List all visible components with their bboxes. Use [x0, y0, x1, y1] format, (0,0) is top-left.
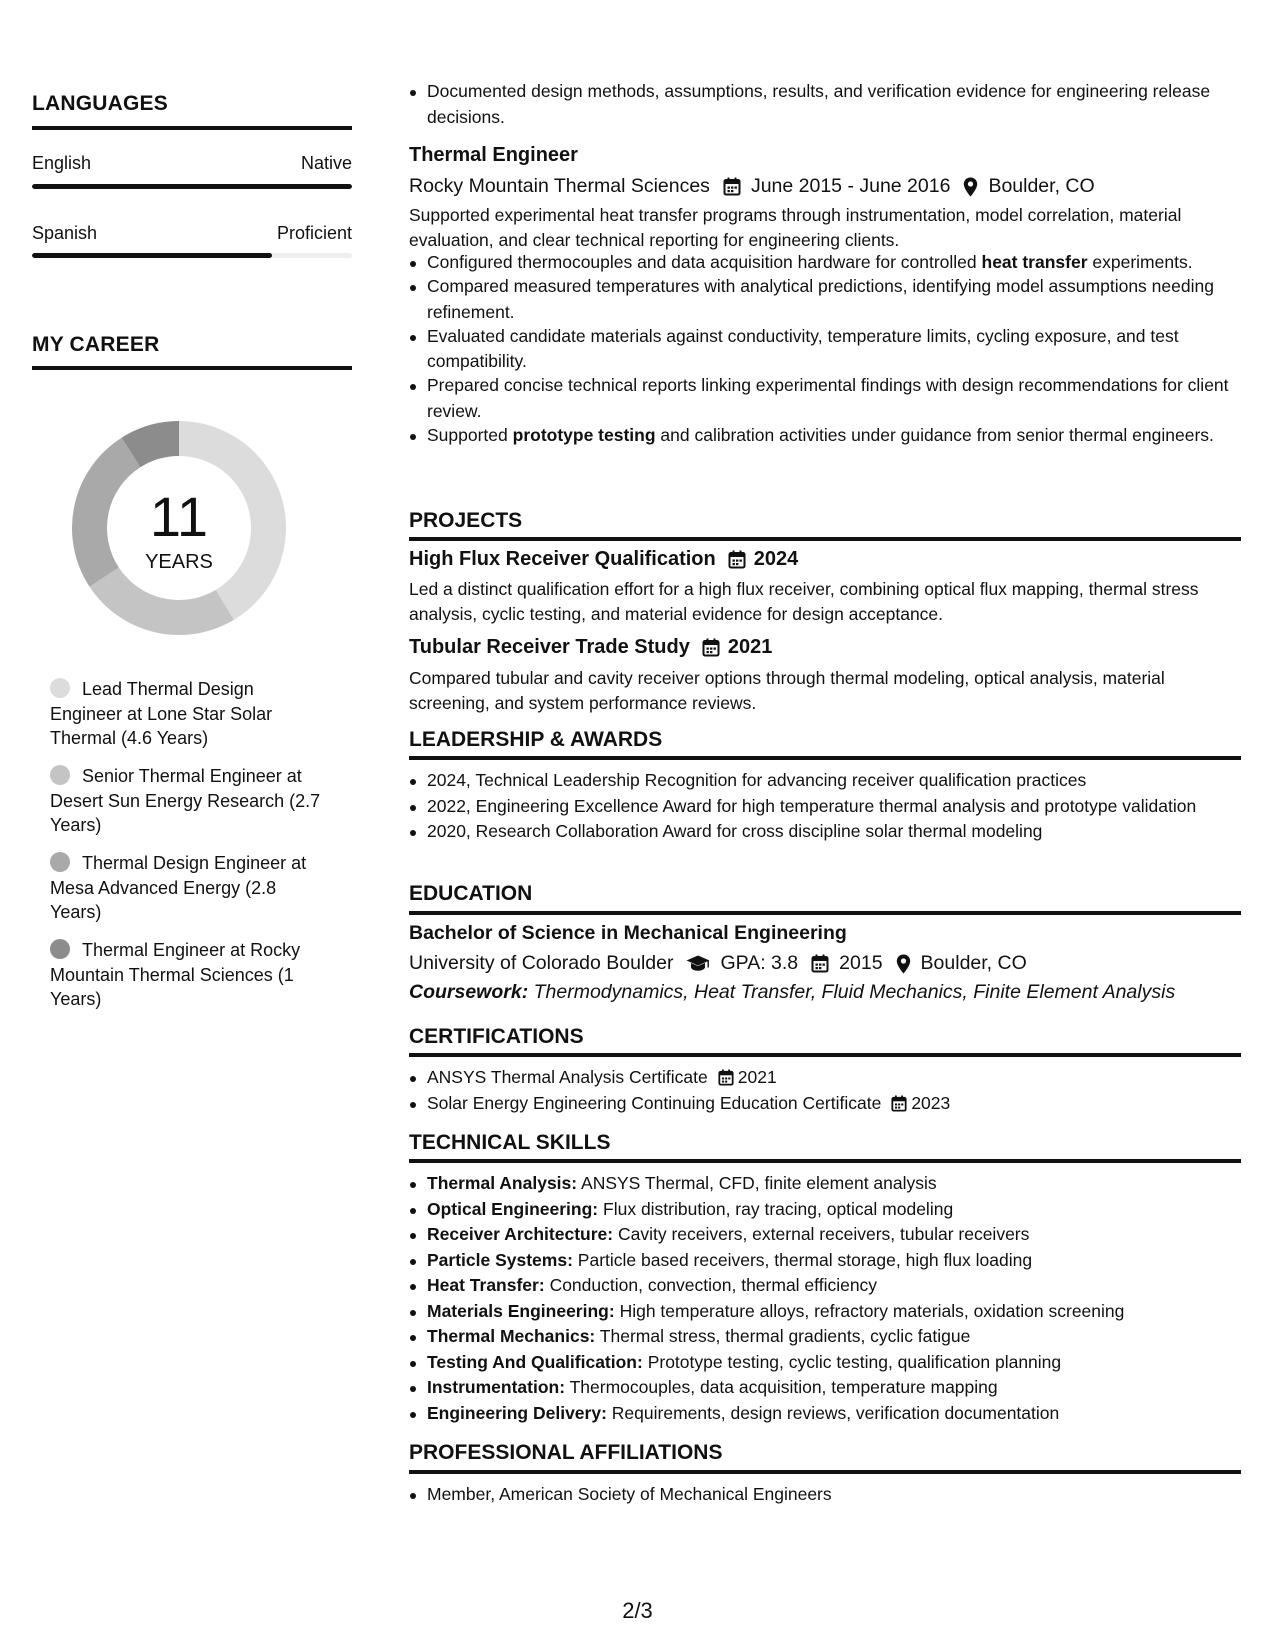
language-level: Native [300, 153, 352, 173]
graduation-cap-icon [686, 955, 710, 972]
awards-list [409, 768, 1241, 845]
language-item-spanish [32, 223, 352, 244]
role-dates: June 2015 - June 2016 [750, 175, 951, 197]
list-item: 2022, Engineering Excellence Award for high temperature thermal analysis and prototype validation [409, 794, 1241, 820]
gpa: GPA: 3.8 [720, 952, 799, 974]
career-total-years: 11 [149, 485, 209, 548]
experience-bullets-continued [409, 79, 1241, 130]
list-item: 2024, Technical Leadership Recognition for advancing receiver qualification practices [409, 768, 1241, 794]
awards-rule [409, 756, 1241, 760]
role-meta [409, 175, 1095, 198]
list-item: Thermal Mechanics: Thermal stress, thermal gradients, cyclic fatigue [409, 1324, 1241, 1350]
project-year: 2021 [727, 636, 773, 658]
coursework [409, 981, 1175, 1004]
language-name: English [32, 153, 92, 173]
language-bar-english [32, 184, 352, 189]
list-item: Solar Energy Engineering Continuing Education Certificate 2023 [409, 1091, 1241, 1117]
list-item: Materials Engineering: High temperature alloys, refractory materials, oxidation screening [409, 1299, 1241, 1325]
language-bar-spanish [32, 253, 352, 258]
list-item: Prepared concise technical reports linking experimental findings with design recommendations for client review. [409, 373, 1241, 424]
skills-list [409, 1171, 1241, 1426]
project-description: Led a distinct qualification effort for a high flux receiver, combining optical flux mapping, thermal stress analysis, cyclic testing, and material evidence for design acceptance. [409, 579, 1199, 624]
role-title: Thermal Engineer [409, 144, 578, 166]
career-heading: MY CAREER [32, 333, 160, 356]
affiliations-rule [409, 1470, 1241, 1474]
legend-label: Thermal Design Engineer at Mesa Advanced Energy (2.8 Years) [50, 853, 307, 922]
calendar-icon [702, 638, 720, 657]
career-legend-item [50, 764, 330, 838]
awards-heading: LEADERSHIP & AWARDS [409, 728, 663, 751]
legend-dot [50, 765, 70, 785]
list-item: Particle Systems: Particle based receivers, thermal storage, high flux loading [409, 1248, 1241, 1274]
degree-title: Bachelor of Science in Mechanical Engineering [409, 922, 847, 944]
map-pin-icon [963, 177, 978, 197]
coursework-list: Thermodynamics, Heat Transfer, Fluid Mechanics, Finite Element Analysis [533, 981, 1176, 1003]
list-item: Supported prototype testing and calibration activities under guidance from senior thermal engineers. [409, 423, 1241, 449]
education-meta [409, 952, 1027, 975]
skills-heading: TECHNICAL SKILLS [409, 1131, 611, 1154]
donut-segment-2 [90, 567, 234, 635]
calendar-icon [728, 550, 746, 569]
language-bar-fill [32, 253, 272, 258]
language-bar-fill [32, 184, 352, 189]
legend-dot [50, 939, 70, 959]
coursework-label: Coursework: [409, 981, 529, 1003]
list-item: Documented design methods, assumptions, results, and verification evidence for engineering release decisions. [409, 79, 1241, 130]
calendar-icon [718, 1069, 734, 1086]
page-number: 2/3 [622, 1598, 653, 1623]
role-summary: Supported experimental heat transfer programs through instrumentation, model correlation, material evaluation, and clear technical reporting for engineering clients. [409, 205, 1182, 250]
skills-rule [409, 1159, 1241, 1163]
calendar-icon [891, 1095, 907, 1112]
map-pin-icon [896, 954, 911, 974]
calendar-icon [723, 177, 741, 196]
education-heading: EDUCATION [409, 882, 533, 905]
certifications-rule [409, 1053, 1241, 1057]
list-item: ANSYS Thermal Analysis Certificate 2021 [409, 1065, 1241, 1091]
list-item: Configured thermocouples and data acquisition hardware for controlled heat transfer experiments. [409, 250, 1241, 276]
list-item: Optical Engineering: Flux distribution, ray tracing, optical modeling [409, 1197, 1241, 1223]
school-location: Boulder, CO [920, 952, 1027, 974]
list-item: Instrumentation: Thermocouples, data acquisition, temperature mapping [409, 1375, 1241, 1401]
list-item: Compared measured temperatures with analytical predictions, identifying model assumptions needing refinement. [409, 274, 1241, 325]
role-bullets [409, 250, 1241, 448]
legend-dot [50, 678, 70, 698]
certifications-heading: CERTIFICATIONS [409, 1025, 584, 1048]
education-rule [409, 911, 1241, 915]
affiliations-heading: PROFESSIONAL AFFILIATIONS [409, 1441, 723, 1464]
projects-heading: PROJECTS [409, 509, 523, 532]
project-title: Tubular Receiver Trade Study 2021 [409, 636, 773, 658]
language-level: Proficient [276, 223, 352, 243]
language-item-english [32, 153, 352, 174]
career-legend-item [50, 677, 330, 751]
career-rule [32, 366, 352, 370]
career-donut-chart [66, 415, 292, 641]
calendar-icon [811, 954, 829, 973]
list-item: 2020, Research Collaboration Award for cross discipline solar thermal modeling [409, 819, 1241, 845]
legend-label: Lead Thermal Design Engineer at Lone Star Solar Thermal (4.6 Years) [50, 679, 273, 748]
languages-rule [32, 126, 352, 130]
project-year: 2024 [753, 548, 799, 570]
project-description: Compared tubular and cavity receiver options through thermal modeling, optical analysis, material screening, and system performance reviews. [409, 668, 1165, 713]
projects-rule [409, 537, 1241, 541]
school-name: University of Colorado Boulder [409, 952, 674, 974]
list-item: Member, American Society of Mechanical Engineers [409, 1482, 1241, 1508]
legend-dot [50, 852, 70, 872]
career-legend-item [50, 851, 330, 925]
languages-heading: LANGUAGES [32, 92, 168, 115]
career-legend-item [50, 938, 330, 1012]
role-location: Boulder, CO [988, 175, 1095, 197]
list-item: Evaluated candidate materials against conductivity, temperature limits, cycling exposure, and test compatibility. [409, 324, 1241, 375]
list-item: Heat Transfer: Conduction, convection, thermal efficiency [409, 1273, 1241, 1299]
career-total-unit: YEARS [145, 551, 213, 573]
language-name: Spanish [32, 223, 98, 243]
certifications-list [409, 1065, 1241, 1116]
legend-label: Thermal Engineer at Rocky Mountain Thermal Sciences (1 Years) [50, 940, 301, 1009]
project-title: High Flux Receiver Qualification 2024 [409, 548, 799, 570]
list-item: Receiver Architecture: Cavity receivers, external receivers, tubular receivers [409, 1222, 1241, 1248]
donut-segment-3 [72, 438, 140, 587]
legend-label: Senior Thermal Engineer at Desert Sun Energy Research (2.7 Years) [50, 766, 321, 835]
graduation-year: 2015 [839, 952, 883, 974]
affiliations-list [409, 1482, 1241, 1508]
company-name: Rocky Mountain Thermal Sciences [409, 175, 710, 197]
list-item: Engineering Delivery: Requirements, design reviews, verification documentation [409, 1401, 1241, 1427]
list-item: Thermal Analysis: ANSYS Thermal, CFD, finite element analysis [409, 1171, 1241, 1197]
list-item: Testing And Qualification: Prototype testing, cyclic testing, qualification planning [409, 1350, 1241, 1376]
